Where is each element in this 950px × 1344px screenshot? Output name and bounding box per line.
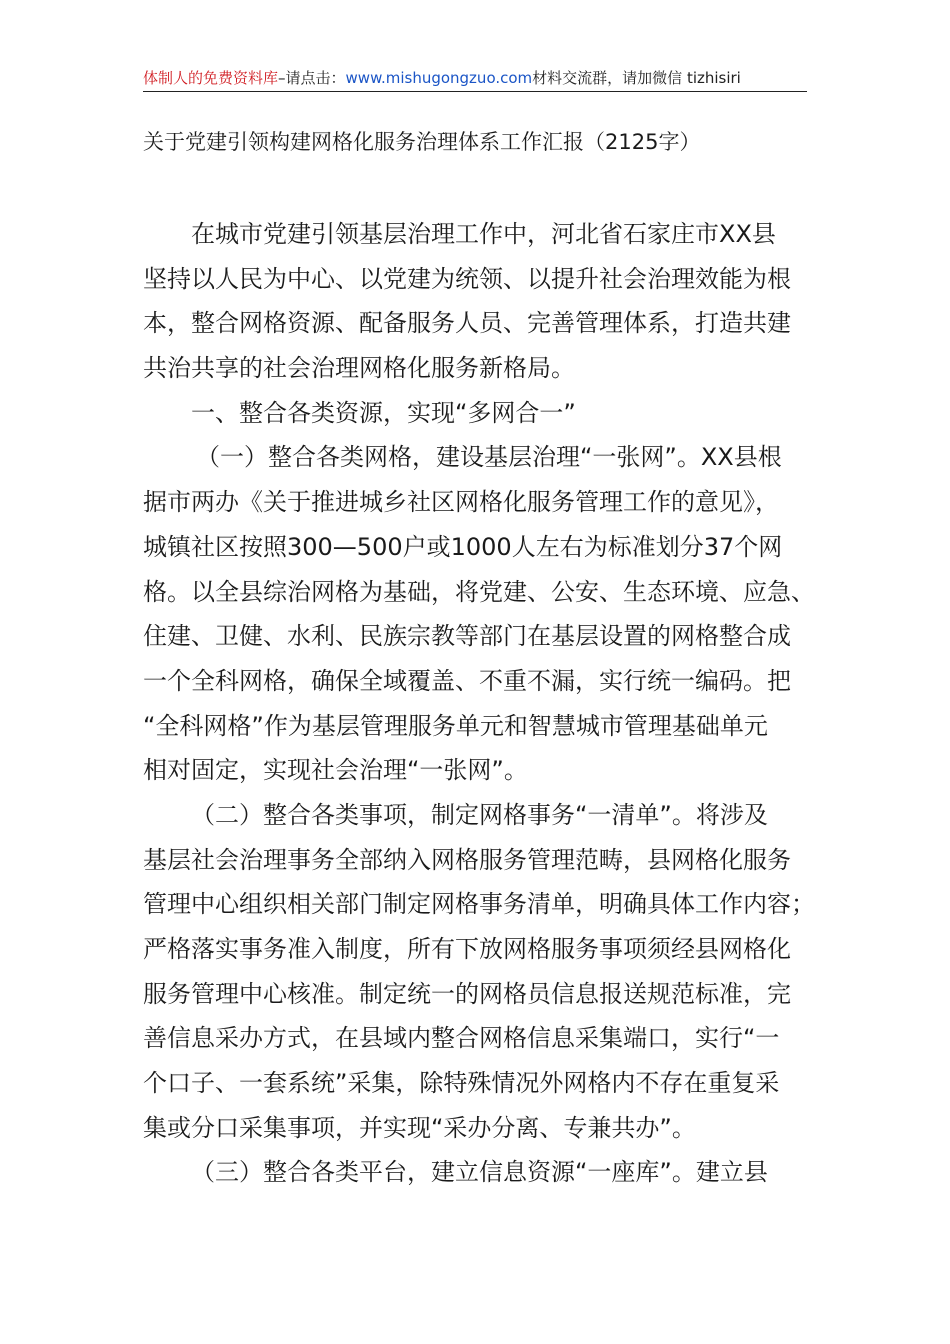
paragraph-line: 在城市党建引领基层治理工作中，河北省石家庄市XX县 — [191, 220, 776, 248]
paragraph-line: 严格落实事务准入制度，所有下放网格服务事项须经县网格化 — [143, 935, 791, 963]
paragraph-line: 共治共享的社会治理网格化服务新格局。 — [143, 354, 575, 383]
paragraph-line: 相对固定，实现社会治理“一张网”。 — [143, 756, 528, 785]
subsection-heading: （一）整合各类网格，建设基层治理“一张网”。XX县根 — [196, 443, 782, 472]
header-link[interactable]: www.mishugongzuo.com — [345, 69, 533, 87]
paragraph-line: 善信息采办方式，在县域内整合网格信息采集端口，实行“一 — [143, 1024, 780, 1053]
paragraph-line: 基层社会治理事务全部纳入网格服务管理范畴，县网格化服务 — [143, 845, 791, 874]
paragraph-line: 住建、卫健、水利、民族宗教等部门在基层设置的网格整合成 — [143, 622, 791, 651]
paragraph-line: 集或分口采集事项，并实现“采办分离、专兼共办”。 — [143, 1113, 696, 1142]
paragraph-line: 据市两办《关于推进城乡社区网格化服务管理工作的意见》， — [143, 488, 779, 517]
paragraph-line: 本，整合网格资源、配备服务人员、完善管理体系，打造共建 — [143, 309, 791, 338]
document-title: 关于党建引领构建网格化服务治理体系工作汇报（2125字） — [143, 130, 701, 154]
paragraph-line: 格。以全县综治网格为基础，将党建、公安、生态环境、应急、 — [143, 577, 815, 606]
paragraph-line: 服务管理中心核准。制定统一的网格员信息报送规范标准，完 — [143, 979, 791, 1008]
document-body — [143, 212, 813, 1195]
paragraph-line: 城镇社区按照300—500户或1000人左右为标准划分37个网 — [143, 532, 783, 561]
paragraph-line: 个口子、一套系统”采集，除特殊情况外网格内不存在重复采 — [143, 1069, 780, 1098]
page-header — [143, 66, 807, 92]
paragraph-line: “全科网格”作为基层管理服务单元和智慧城市管理基础单元 — [143, 711, 768, 740]
paragraph-line: 管理中心组织相关部门制定网格事务清单，明确具体工作内容； — [143, 890, 815, 919]
paragraph-line: 坚持以人民为中心、以党建为统领、以提升社会治理效能为根 — [143, 264, 791, 293]
header-prompt: –请点击： — [278, 69, 346, 87]
paragraph-line: 一个全科网格，确保全域覆盖、不重不漏，实行统一编码。把 — [143, 666, 791, 695]
section-heading: 一、整合各类资源，实现“多网合一” — [191, 398, 576, 427]
subsection-heading: （三）整合各类平台，建立信息资源“一座库”。建立县 — [191, 1158, 768, 1187]
subsection-heading: （二）整合各类事项，制定网格事务“一清单”。将涉及 — [191, 800, 768, 829]
header-brand: 体制人的免费资料库 — [143, 69, 279, 87]
header-contact: 材料交流群，请加微信 tizhisiri — [532, 69, 741, 87]
